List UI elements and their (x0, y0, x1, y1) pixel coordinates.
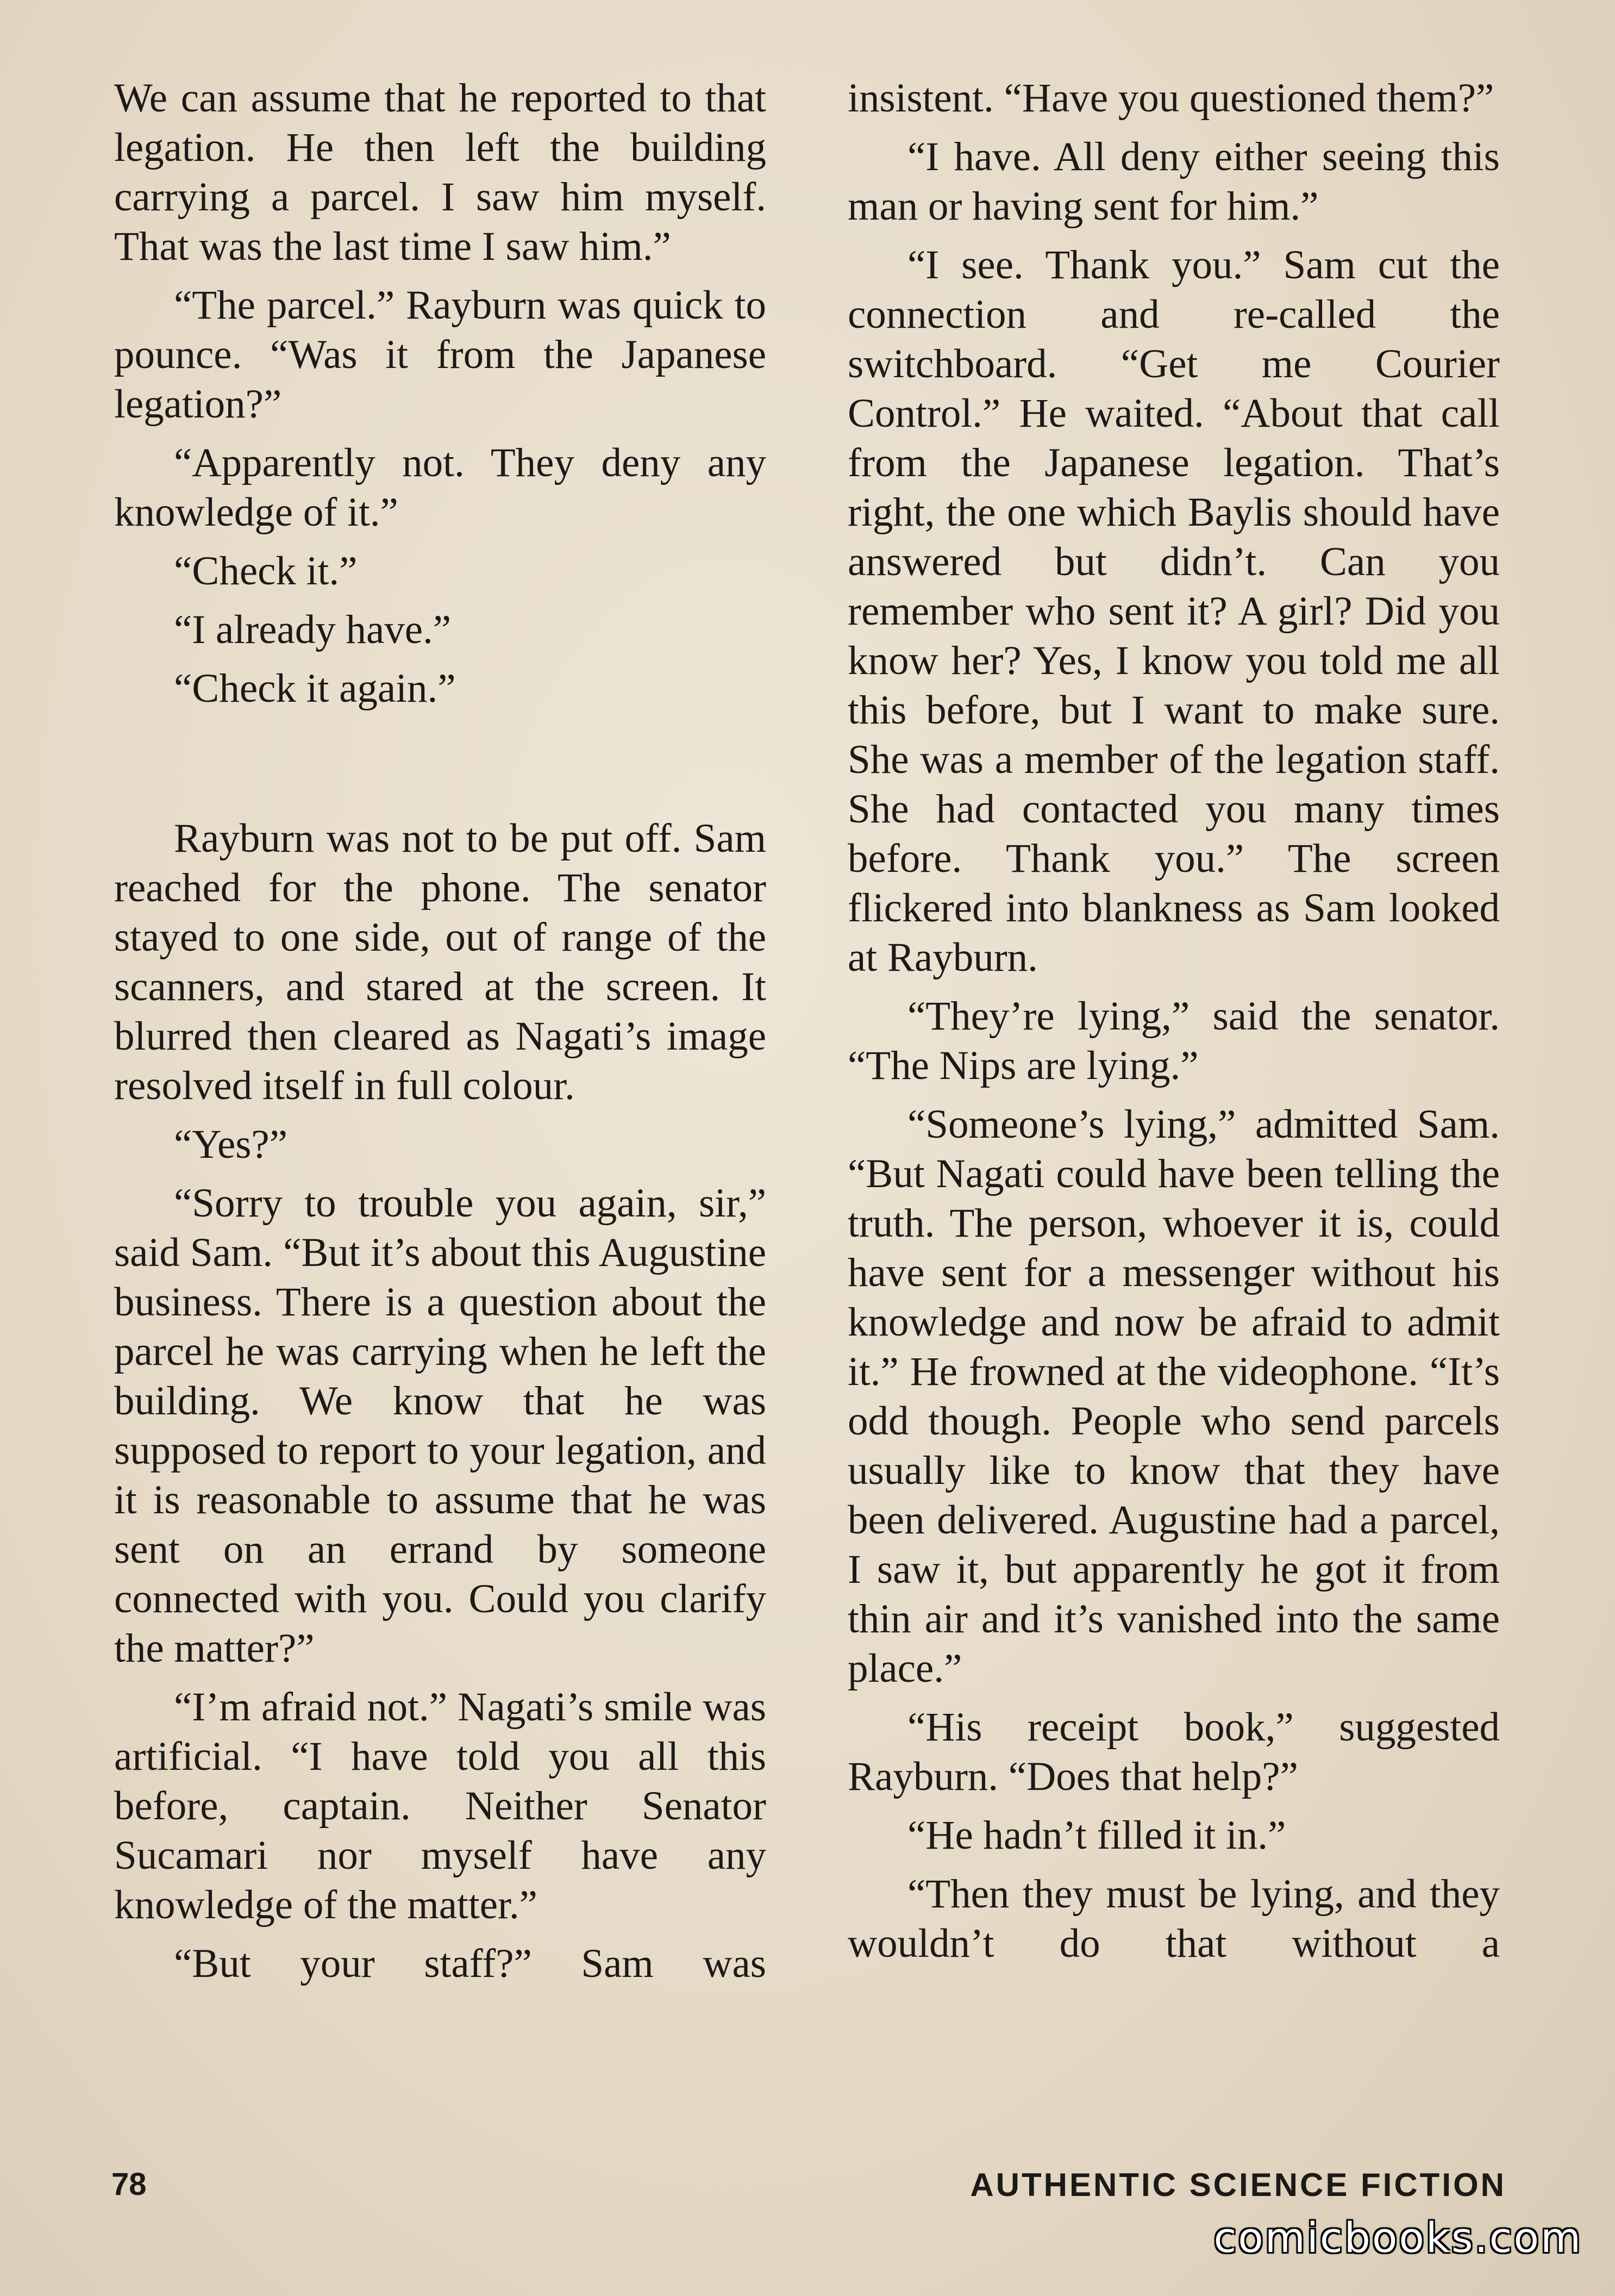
paragraph: “Someone’s lying,” admitted Sam. “But Nagati could have been telling the truth. The person, whoever it is, could have sent for a messenger without his knowledge and now be afraid to admit it.” He frowned at the videophone. “It’s odd though. People who send parcels usually like to know that they have been delivered. Augustine had a parcel, I saw it, but apparently he got it from thin air and it’s vanished into the same place.” (848, 1102, 1500, 1691)
right-text-column (848, 73, 1500, 1977)
paragraph: “Apparently not. They deny any knowledge of it.” (114, 440, 766, 535)
paragraph: “I’m afraid not.” Nagati’s smile was artificial. “I have told you all this before, captain. Neither Senator Sucamari nor myself have any knowledge of the matter.” (114, 1684, 766, 1927)
running-title: AUTHENTIC SCIENCE FICTION (970, 2167, 1506, 2203)
paragraph: “He hadn’t filled it in.” (907, 1813, 1286, 1858)
paragraph: “Check it.” (174, 548, 358, 594)
paragraph: “The parcel.” Rayburn was quick to pounce. “Was it from the Japanese legation?” (114, 283, 766, 427)
paragraph: “Check it again.” (174, 666, 456, 711)
paragraph: insistent. “Have you questioned them?” (848, 76, 1494, 121)
paragraph: “Then they must be lying, and they wouldn’t do that without a (848, 1871, 1500, 1966)
paragraph: “They’re lying,” said the senator. “The Nips are lying.” (848, 994, 1500, 1088)
paragraph: “Sorry to trouble you again, sir,” said Sam. “But it’s about this Augustine business. There is a question about the parcel he was carrying when he left the building. We know that he was supposed to report to your legation, and it is reasonable to assume that he was sent on an errand by someone connected with you. Could you clarify the matter?” (114, 1181, 766, 1671)
paragraph: “I already have.” (174, 607, 452, 652)
paragraph: “I have. All deny either seeing this man or having sent for him.” (848, 134, 1500, 229)
paragraph: “I see. Thank you.” Sam cut the connection and re-called the switchboard. “Get me Courier Control.” He waited. “About that call from the Japanese legation. That’s right, the one which Baylis should have answered but didn’t. Can you remember who sent it? A girl? Did you know her? Yes, I know you told me all this before, but I want to make sure. She was a member of the legation staff. She had contacted you many times before. Thank you.” The screen flickered into blankness as Sam looked at Rayburn. (848, 242, 1500, 980)
paragraph: “His receipt book,” suggested Rayburn. “Does that help?” (848, 1705, 1500, 1799)
paragraph: Rayburn was not to be put off. Sam reached for the phone. The senator stayed to one side, out of range of the scanners, and stared at the screen. It blurred then cleared as Nagati’s image resolved itself in full colour. (114, 816, 766, 1108)
watermark: comicbooks.com (1213, 2213, 1582, 2262)
paragraph: We can assume that he reported to that legation. He then left the building carrying a parcel. I saw him myself. That was the last time I saw him.” (114, 76, 766, 269)
left-text-column (114, 73, 766, 1998)
page-number: 78 (111, 2167, 147, 2202)
paragraph: “But your staff?” Sam was (174, 1941, 766, 1986)
paragraph: “Yes?” (174, 1122, 287, 1167)
